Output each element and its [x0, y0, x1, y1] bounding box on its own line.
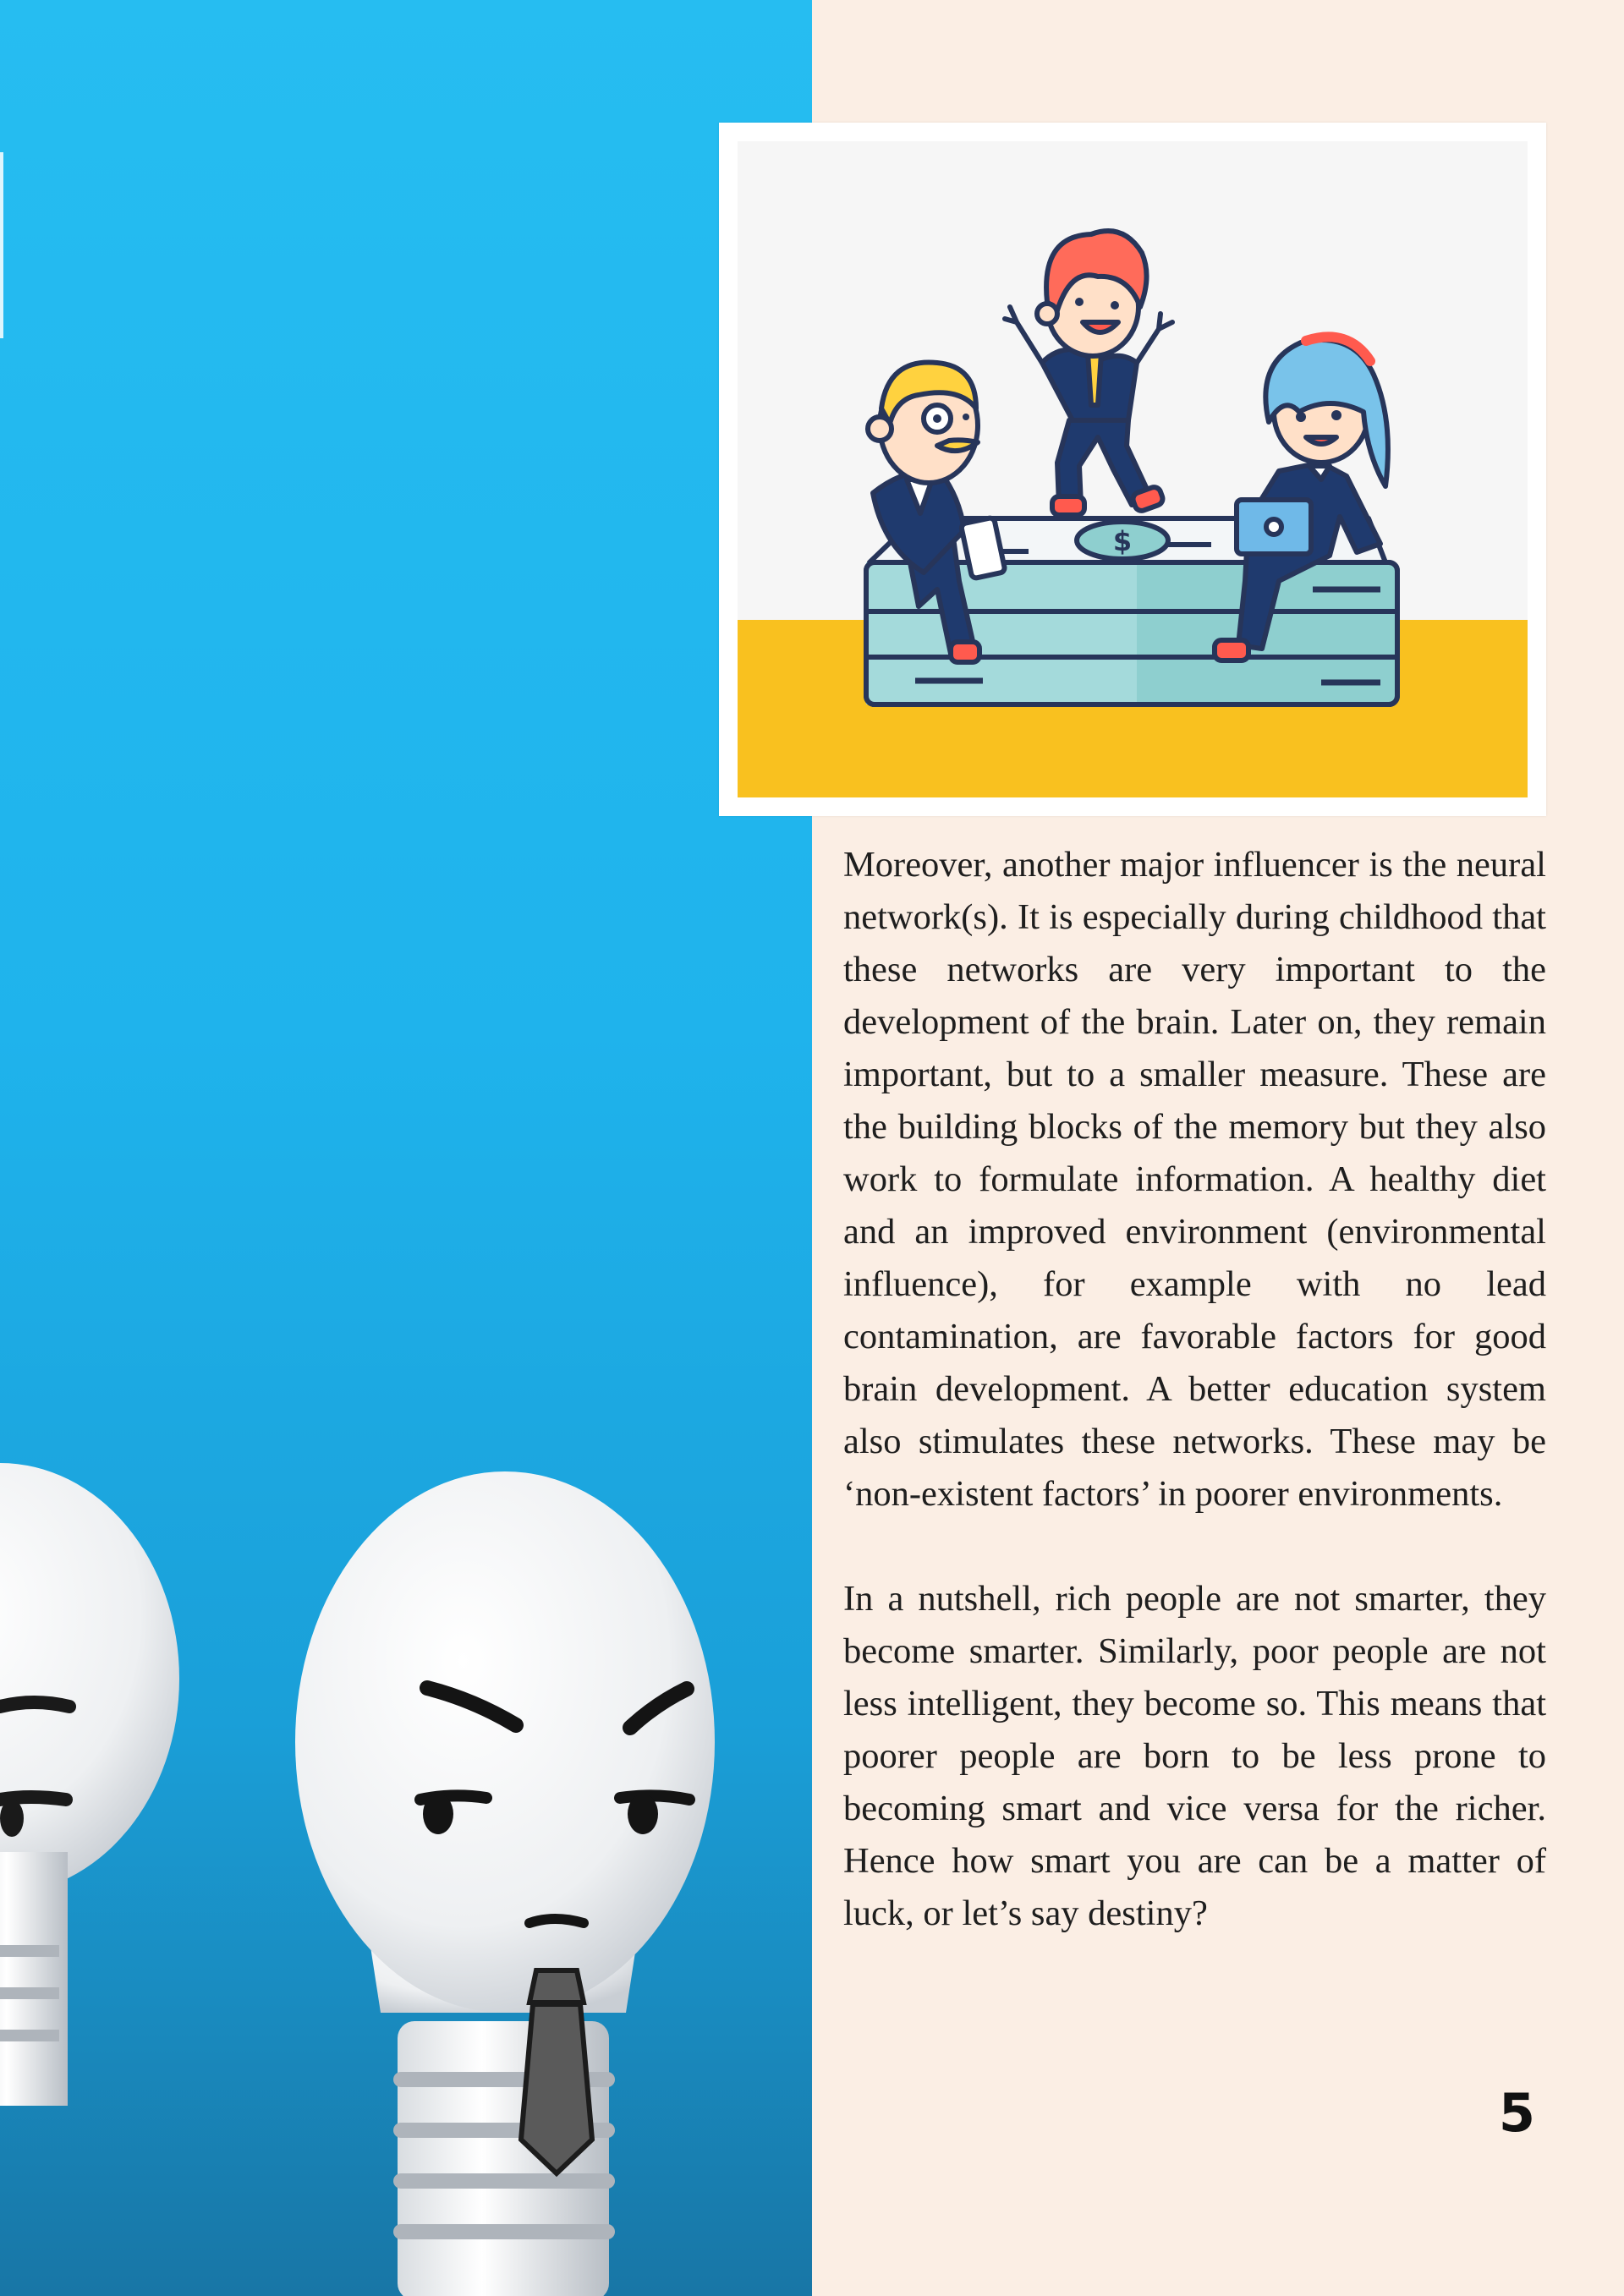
page-number: 5: [1498, 2082, 1536, 2144]
business-team-illustration: [738, 141, 1528, 797]
paragraph-conclusion: In a nutshell, rich people are not smarter, they become smarter. Similarly, poor people are not less intelligent, they become so. This means that poorer people are born to be less prone to becoming smart and vice versa for the richer. Hence how smart you are can be a matter of luck, or let’s say destiny?: [843, 1579, 1546, 1933]
paragraph-neural-networks: Moreover, another major influencer is the neural network(s). It is especially during childhood that these networks are very important to the development of the brain. Later on, they remain important, but to a smaller measure. These are the building blocks of the memory but they also work to formulate information. A healthy diet and an improved environment (environmental influence), for example with no lead contamination, are favorable factors for good brain development. A better education system also stimulates these networks. These may be ‘non-existent factors’ in poorer environments.: [843, 845, 1546, 1514]
necktie-icon: [529, 1970, 584, 2003]
edge-strip: [0, 152, 3, 338]
lightbulb-face: [295, 1471, 715, 2296]
svg-text:$: $: [1112, 525, 1133, 557]
illustration-frame: [719, 123, 1546, 816]
article-body: [843, 839, 1546, 1940]
lightbulb-left: [0, 1463, 179, 2106]
